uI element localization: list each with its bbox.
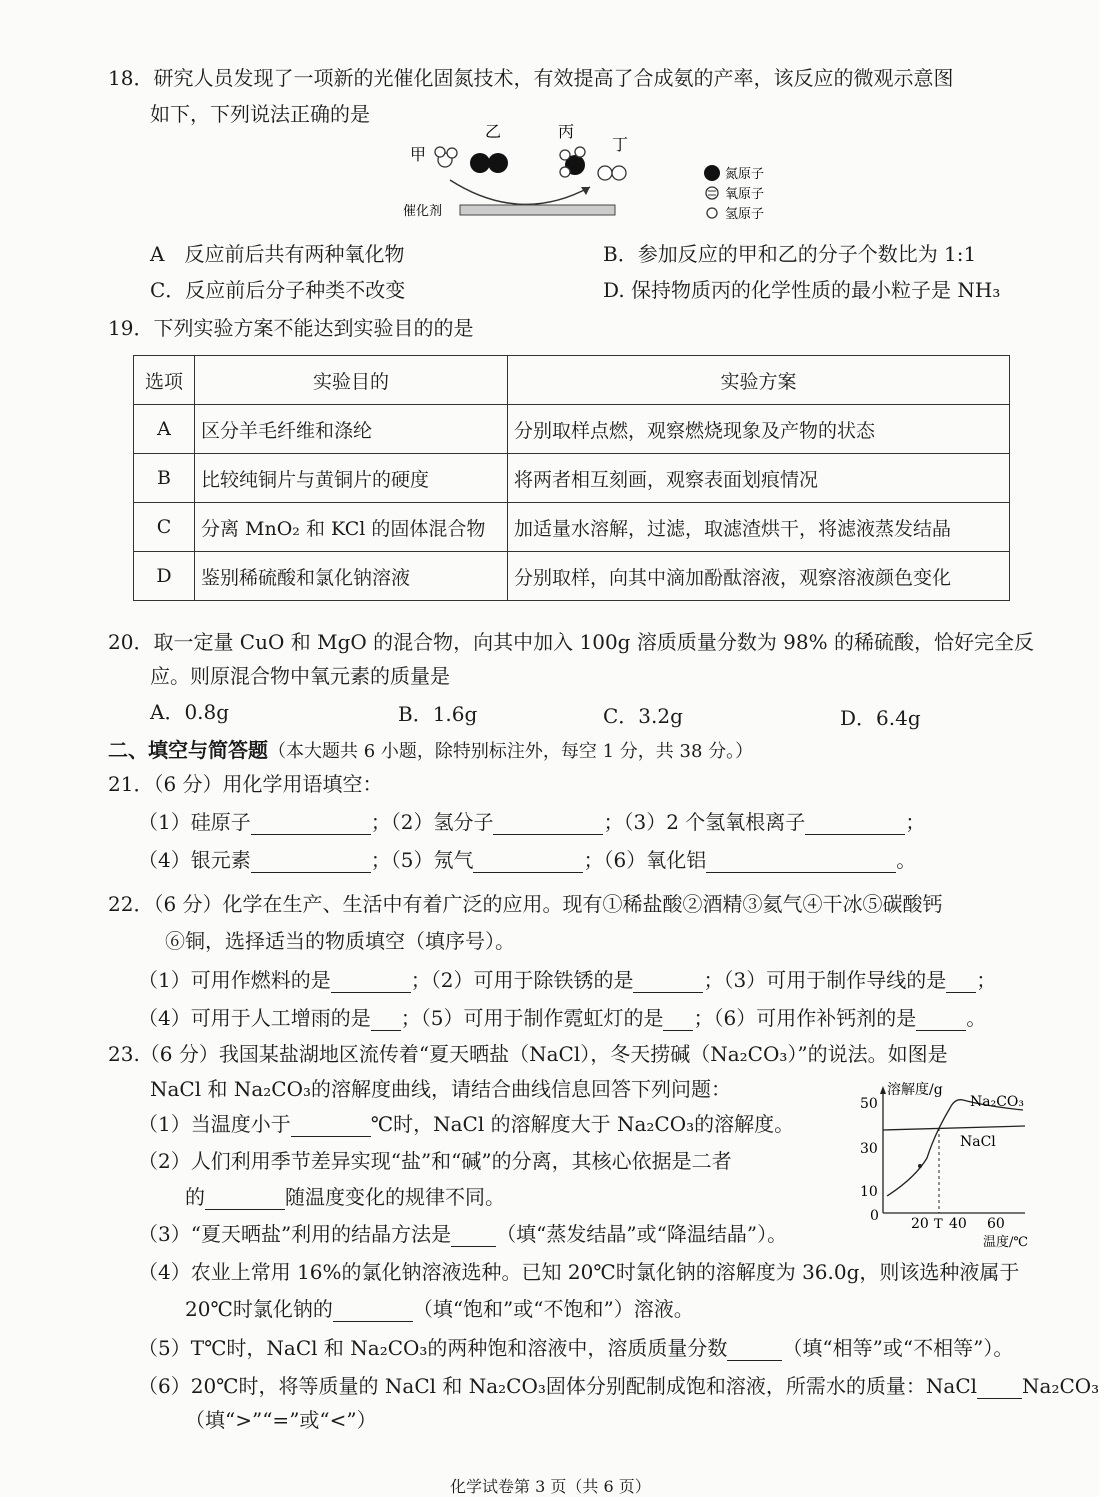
q22-stem-line1: 22．（6 分）化学在生产、生活中有着广泛的应用。现有①稀盐酸②酒精③氦气④干冰⑤碳酸钙 — [108, 892, 943, 916]
q18-option-c: C．反应前后分子种类不改变 — [150, 278, 406, 302]
q20-stem-line1: 20．取一定量 CuO 和 MgO 的混合物，向其中加入 100g 溶质质量分数为 98% 的稀硫酸，恰好完全反 — [108, 630, 1034, 654]
q18-option-a: A 反应前后共有两种氧化物 — [150, 242, 405, 266]
q20-option-a: A．0.8g — [150, 700, 230, 724]
ytick-0: 0 — [870, 1208, 879, 1224]
section2-heading — [108, 734, 753, 763]
catalyst-plate — [460, 205, 615, 215]
q23-p4-line2: 20℃时氯化钠的 （填“饱和”或“不饱和”）溶液。 — [185, 1297, 694, 1321]
header-purpose: 实验目的 — [195, 356, 508, 405]
reaction-arrow — [450, 180, 590, 204]
q20-option-b: B．1.6g — [398, 702, 478, 726]
q21-stem: 21．（6 分）用化学用语填空： — [108, 772, 383, 796]
q23-p6-line2: （填“>”“=”或“<”） — [185, 1408, 377, 1432]
q18-stem-line1: 18．研究人员发现了一项新的光催化固氮技术，有效提高了合成氨的产率，该反应的微观示意图 — [108, 66, 954, 90]
section2-title: 二、填空与简答题 — [108, 738, 268, 762]
q23-p2-line1: （2）人们利用季节差异实现“盐”和“碱”的分离，其核心依据是二者 — [138, 1149, 732, 1173]
reaction-diagram — [400, 115, 800, 225]
q18-option-d: D. 保持物质丙的化学性质的最小粒子是 NH₃ — [603, 278, 1001, 302]
q20-stem-line2: 应。则原混合物中氧元素的质量是 — [150, 664, 450, 688]
label-ding: 丁 — [612, 135, 629, 154]
q23-stem-line1: 23.（6 分）我国某盐湖地区流传着“夏天晒盐（NaCl），冬天捞碱（Na₂CO₃）”的说法。如图是 — [108, 1042, 948, 1066]
xtick-40: 40 — [949, 1216, 967, 1232]
q23-p4-line1: （4）农业上常用 16%的氯化钠溶液选种。已知 20℃时氯化钠的溶解度为 36.0g，则该选种液属于 — [138, 1260, 1020, 1284]
molecule-yi — [470, 153, 508, 173]
q23-p1: （1）当温度小于 ℃时，NaCl 的溶解度大于 Na₂CO₃的溶解度。 — [138, 1112, 795, 1136]
q20-option-c: C．3.2g — [603, 704, 683, 728]
legend-n: 氮原子 — [725, 167, 765, 182]
q22-stem-line2: ⑥铜，选择适当的物质填空（填序号）。 — [165, 929, 515, 953]
xtick-20: 20 — [911, 1216, 929, 1232]
q19-stem: 19．下列实验方案不能达到实验目的的是 — [108, 316, 474, 340]
q21-line2: （4）银元素 ；（5）氖气 ；（6）氧化铝 。 — [138, 848, 917, 872]
molecule-ding — [598, 166, 626, 180]
label-bing: 丙 — [558, 122, 575, 141]
q18-stem-line2: 如下，下列说法正确的是 — [150, 102, 370, 126]
q22-line2: （4）可用于人工增雨的是 ；（5）可用于制作霓虹灯的是 ；（6）可用作补钙剂的是 。 — [138, 1006, 987, 1030]
x-axis-label: 温度/℃ — [983, 1235, 1028, 1250]
y-axis-label: 溶解度/g — [887, 1082, 943, 1098]
legend-nacl: NaCl — [960, 1134, 996, 1150]
page-footer: 化学试卷第 3 页（共 6 页） — [450, 1477, 651, 1496]
table-header-row — [134, 356, 1010, 405]
header-plan: 实验方案 — [508, 356, 1010, 405]
q18-option-b: B．参加反应的甲和乙的分子个数比为 1:1 — [603, 242, 977, 266]
q20-option-d: D．6.4g — [840, 706, 921, 730]
table-row: D 鉴别稀硫酸和氯化钠溶液 分别取样，向其中滴加酚酞溶液，观察溶液颜色变化 — [134, 552, 1010, 601]
table-row: B 比较纯铜片与黄铜片的硬度 将两者相互刻画，观察表面划痕情况 — [134, 454, 1010, 503]
header-option: 选项 — [134, 356, 195, 405]
catalyst-label: 催化剂 — [403, 204, 443, 219]
experiment-table — [133, 355, 1010, 601]
q23-stem-line2: NaCl 和 Na₂CO₃的溶解度曲线，请结合曲线信息回答下列问题： — [150, 1077, 731, 1101]
molecule-jia — [435, 147, 457, 167]
ytick-10: 10 — [860, 1184, 878, 1200]
label-jia: 甲 — [410, 145, 427, 164]
table-row: A 区分羊毛纤维和涤纶 分别取样点燃，观察燃烧现象及产物的状态 — [134, 405, 1010, 454]
section2-note: （本大题共 6 小题，除特别标注外，每空 1 分，共 38 分。） — [268, 741, 754, 762]
ytick-50: 50 — [860, 1096, 878, 1112]
solubility-chart — [855, 1078, 1045, 1253]
q23-p6-line1: （6）20℃时，将等质量的 NaCl 和 Na₂CO₃固体分别配制成饱和溶液，所需水的质量：NaCl Na₂CO₃ — [138, 1374, 1099, 1398]
q23-p5: （5）T℃时，NaCl 和 Na₂CO₃的两种饱和溶液中，溶质质量分数 （填“相等”或“不相等”）。 — [138, 1336, 1014, 1360]
table-row: C 分离 MnO₂ 和 KCl 的固体混合物 加适量水溶解，过滤，取滤渣烘干，将滤液蒸发结晶 — [134, 503, 1010, 552]
q21-line1: （1）硅原子 ；（2）氢分子 ；（3）2 个氢氧根离子 ； — [138, 810, 926, 834]
q23-p3: （3）“夏天晒盐”利用的结晶方法是 （填“蒸发结晶”或“降温结晶”）。 — [138, 1222, 788, 1246]
ytick-30: 30 — [860, 1141, 878, 1157]
legend-na2co3: Na₂CO₃ — [970, 1094, 1025, 1110]
series-na2co3-line — [887, 1100, 1023, 1196]
legend-o: 氧原子 — [725, 187, 765, 202]
xtick-T: T — [934, 1217, 943, 1232]
legend-h: 氢原子 — [725, 207, 765, 222]
q22-line1: （1）可用作燃料的是 ；（2）可用于除铁锈的是 ；（3）可用于制作导线的是 ； — [138, 968, 997, 992]
label-yi: 乙 — [485, 122, 502, 141]
xtick-60: 60 — [987, 1216, 1005, 1232]
molecule-bing — [560, 147, 585, 177]
series-nacl-line — [883, 1126, 1025, 1130]
q23-p2-line2: 的 随温度变化的规律不同。 — [185, 1185, 505, 1209]
